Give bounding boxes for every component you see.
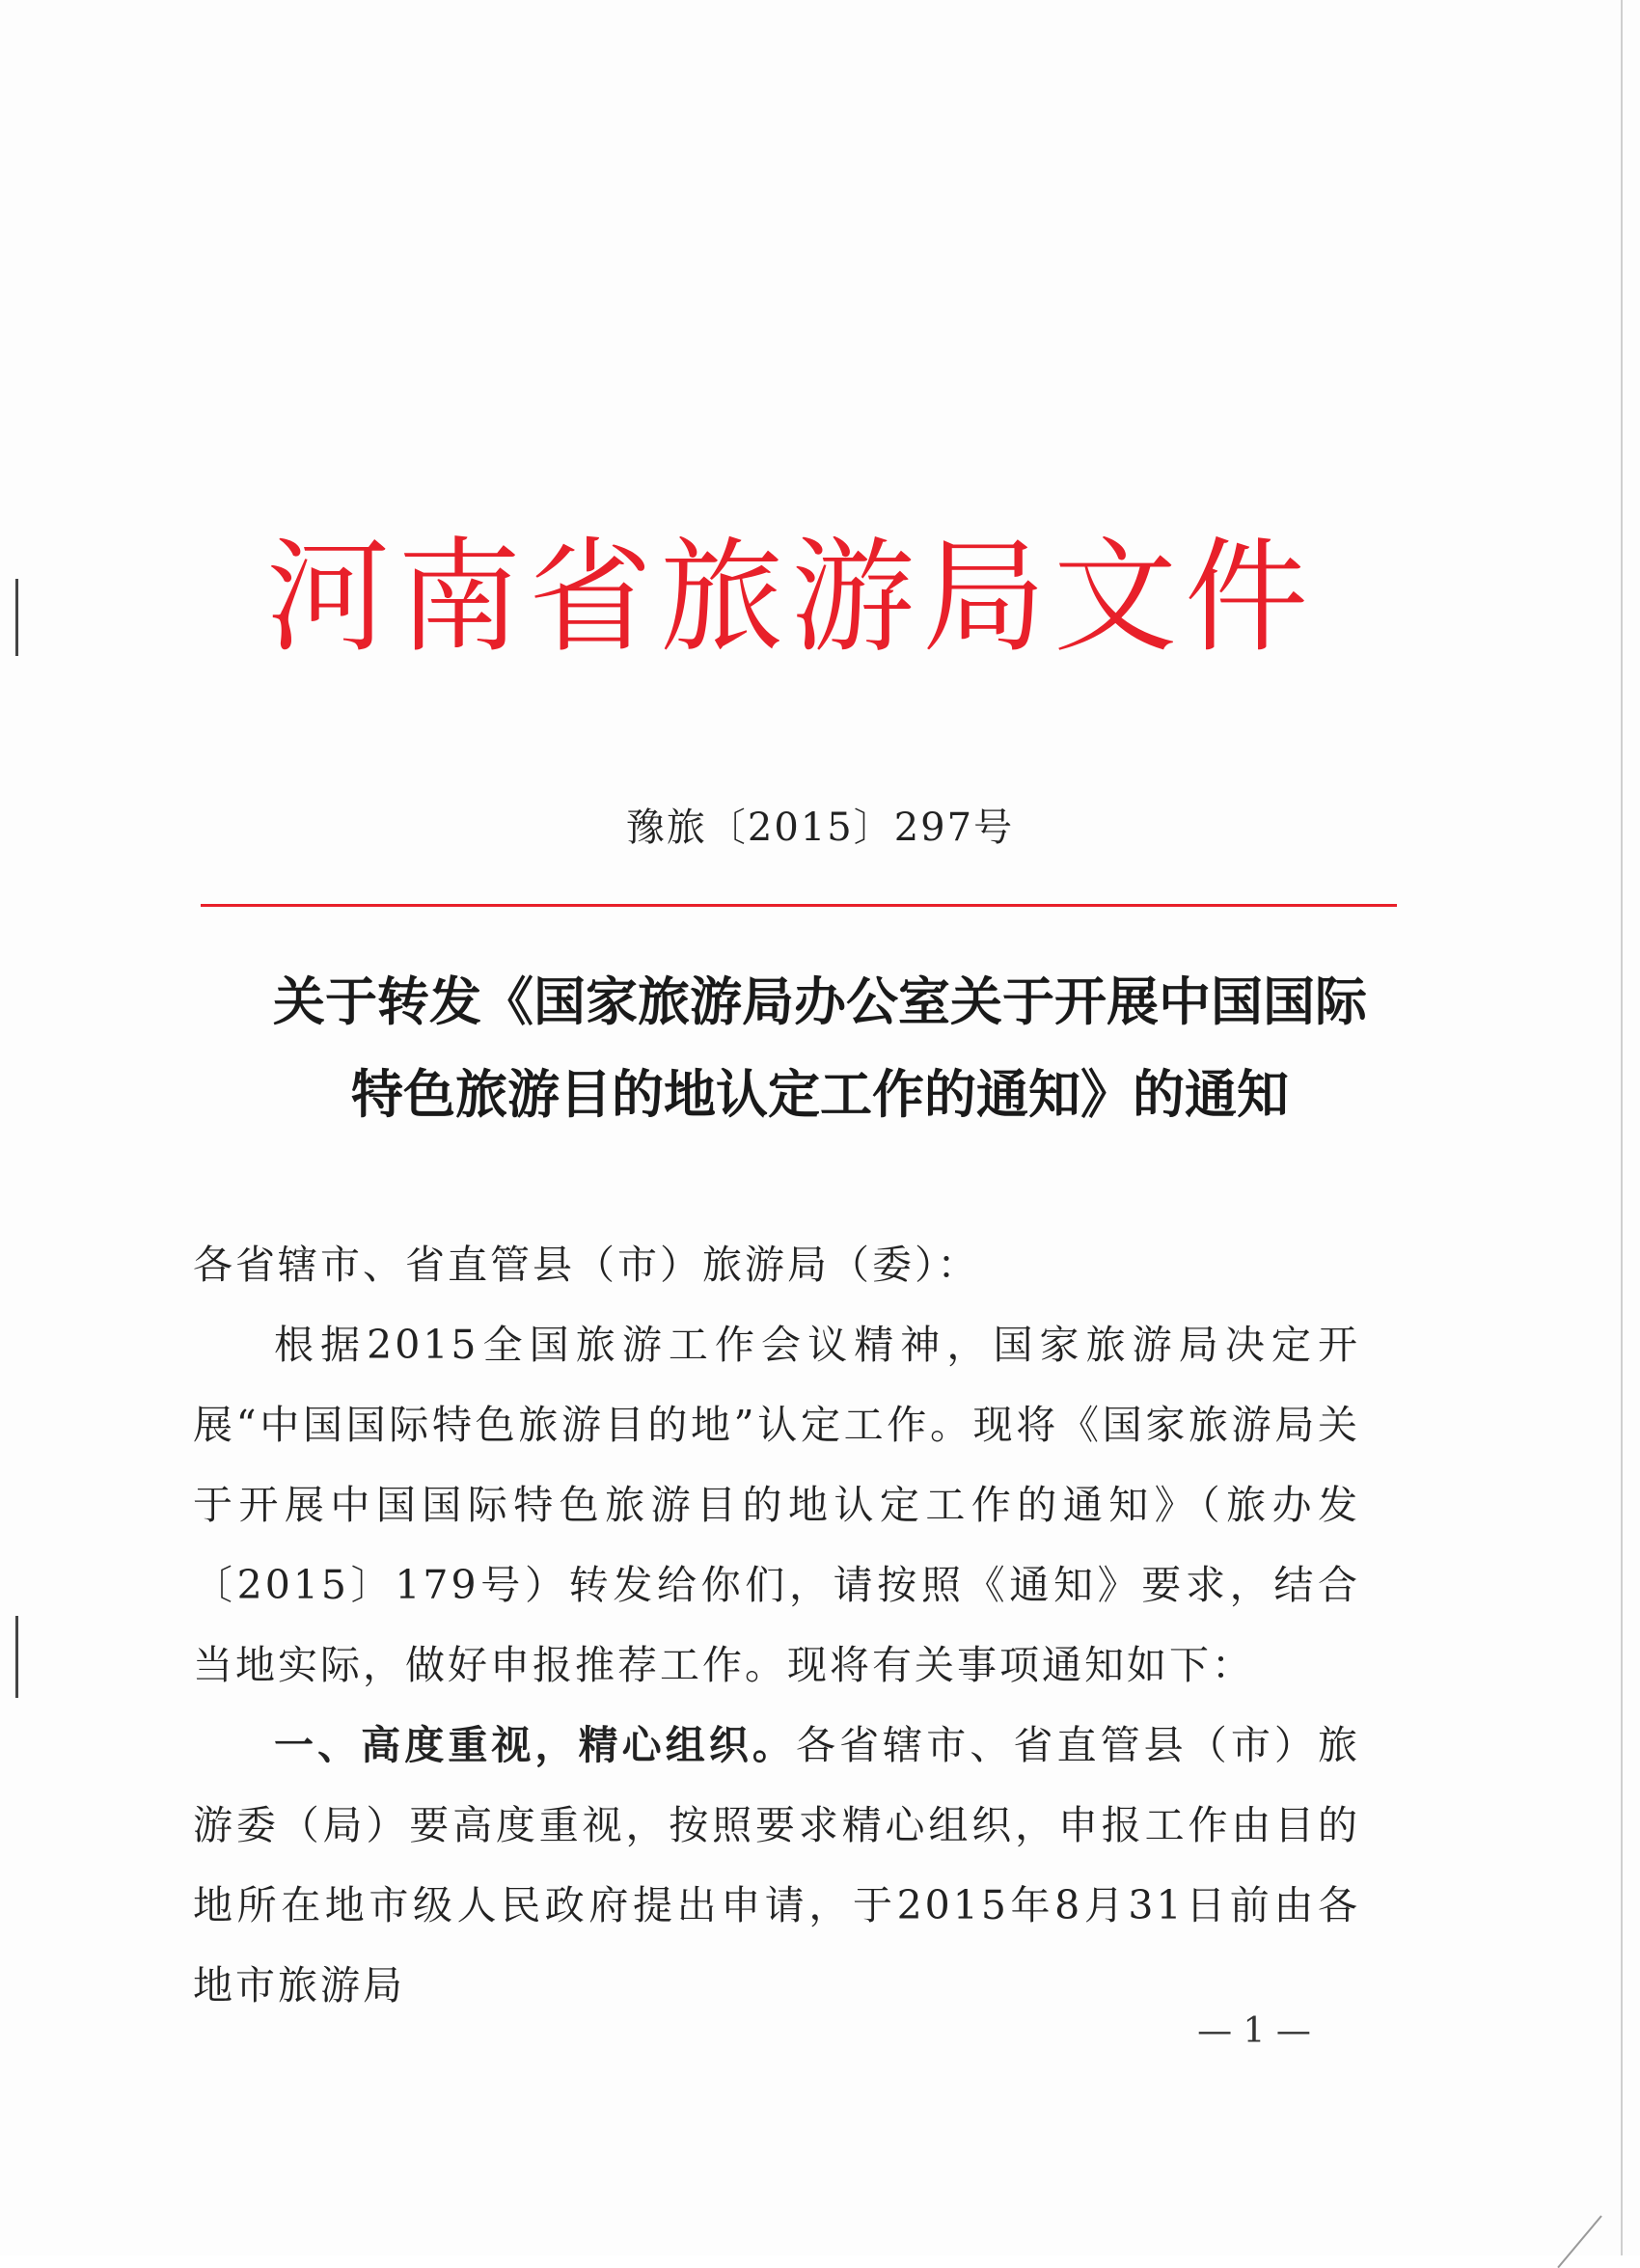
page-number: — 1 — (1197, 2011, 1311, 2051)
subject-line-2: 特色旅游目的地认定工作的通知》的通知 (351, 1063, 1289, 1125)
document-subject (183, 955, 1457, 1140)
subject-line-1: 关于转发《国家旅游局办公室关于开展中国国际 (273, 970, 1367, 1032)
scan-edge (1621, 0, 1623, 2255)
document-number: 豫旅〔2015〕297号 (625, 806, 1015, 850)
document-header-title: 河南省旅游局文件 (265, 526, 1316, 669)
paragraph-1: 根据2015全国旅游工作会议精神，国家旅游局决定开展“中国国际特色旅游目的地”认定工作。现将《国家旅游局关于开展中国国际特色旅游目的地认定工作的通知》（旅办发〔2015〕179号）转发给你们，请按照《通知》要求，结合当地实际，做好申报推荐工作。现将有关事项通知如下： (193, 1322, 1360, 1688)
scan-corner-mark (1557, 2215, 1602, 2268)
document-body (193, 1225, 1360, 2026)
item-1-text: 各省辖市、省直管县（市）旅游委（局）要高度重视，按照要求精心组织，申报工作由目的地所在地市级人民政府提出申请，于2015年8月31日前由各地市旅游局 (193, 1722, 1360, 2008)
item-1 (193, 1706, 1360, 2026)
binding-mark (15, 579, 18, 656)
red-divider-rule (201, 904, 1397, 907)
binding-mark (15, 1616, 18, 1698)
salutation: 各省辖市、省直管县（市）旅游局（委）： (193, 1242, 980, 1288)
item-1-lead: 一、高度重视，精心组织。 (274, 1722, 796, 1768)
